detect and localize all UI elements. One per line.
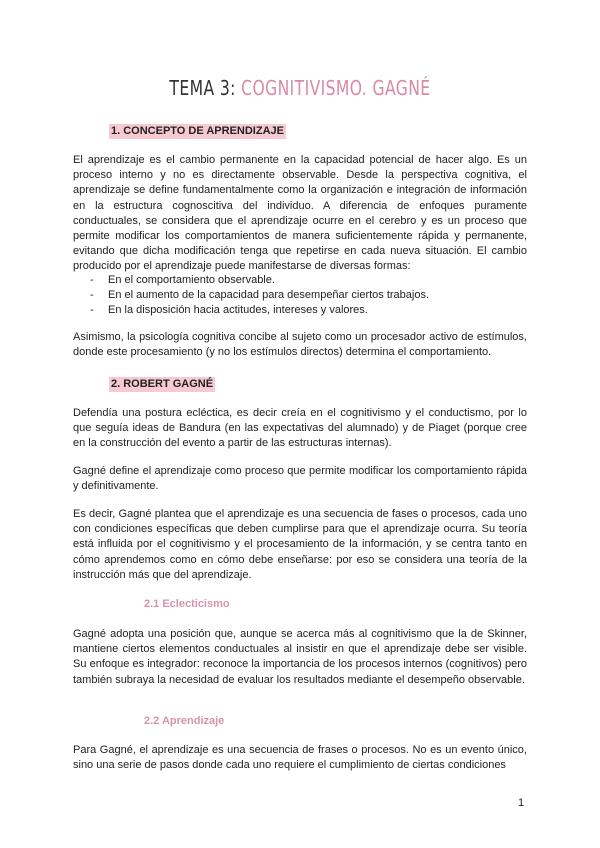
paragraph-eclectica: Defendía una postura ecléctica, es decir creía en el cognitivismo y el conductismo, por lo que seguía ideas de Bandura (en las expectativas del alumnado) y de Piaget (porque cree en la construcción del evento a partir de las estructuras internas). [73, 407, 527, 450]
list-item: - En el comportamiento observable. [88, 273, 528, 288]
title-topic: TEMA 3: [169, 76, 236, 100]
section-heading-concepto: 1. CONCEPTO DE APRENDIZAJE [111, 125, 284, 137]
list-item: - En la disposición hacia actitudes, intereses y valores. [88, 303, 528, 318]
page-title [66, 76, 534, 100]
paragraph-concepto: El aprendizaje es el cambio permanente en la capacidad potencial de hacer algo. Es un proceso interno y no es directamente observable. Desde la perspectiva cognitiva, el aprendizaje se define fundamentalmente como la organización e integración de información en la estructura cognoscitiva del individuo. A diferencia de enfoques puramente conductuales, se considera que el aprendizaje ocurre en el cerebro y es un proceso que permite modificar los comportamientos de manera suficientemente rápida y permanente, evitando que dicha modificación tenga que repetirse en cada nueva situación. El cambio producido por el aprendizaje puede manifestarse de diversas formas: [73, 154, 527, 273]
list-item: - En el aumento de la capacidad para desempeñar ciertos trabajos. [88, 288, 528, 303]
list-manifestaciones [88, 273, 528, 319]
section-heading-gagne: 2. ROBERT GAGNÉ [111, 378, 214, 390]
paragraph-procesador: Asimismo, la psicología cognitiva concibe al sujeto como un procesador activo de estímulos, donde este procesamiento (y no los estímulos directos) determina el comportamiento. [73, 331, 527, 359]
subheading-eclecticismo: 2.1 Eclecticismo [144, 598, 230, 610]
page-number: 1 [518, 797, 525, 809]
title-subject: COGNITIVISMO. GAGNÉ [241, 76, 431, 100]
paragraph-aprendizaje: Para Gagné, el aprendizaje es una secuencia de frases o procesos. No es un evento único, sino una serie de pasos donde cada uno requiere el cumplimiento de ciertas condiciones [73, 744, 527, 772]
paragraph-definicion: Gagné define el aprendizaje como proceso que permite modificar los comportamiento rápida y definitivamente. [73, 465, 527, 493]
paragraph-secuencia: Es decir, Gagné plantea que el aprendizaje es una secuencia de fases o procesos, cada uno con condiciones específicas que deben cumplirse para que el aprendizaje ocurra. Su teoría está influida por el cognitivismo y el procesamiento de la información, y se centra tanto en cómo aprendemos como en cómo debe enseñarse: por eso se considera una teoría de la instrucción más que del aprendizaje. [73, 508, 527, 581]
subheading-aprendizaje: 2.2 Aprendizaje [144, 715, 225, 727]
paragraph-eclecticismo: Gagné adopta una posición que, aunque se acerca más al cognitivismo que la de Skinner, mantiene ciertos elementos conductuales al insistir en que el aprendizaje debe ser visible. Su enfoque es integrador: reconoce la importancia de los procesos internos (cognitivos) pero también subraya la necesidad de evaluar los resultados mediante el desempeño observable. [73, 628, 527, 686]
